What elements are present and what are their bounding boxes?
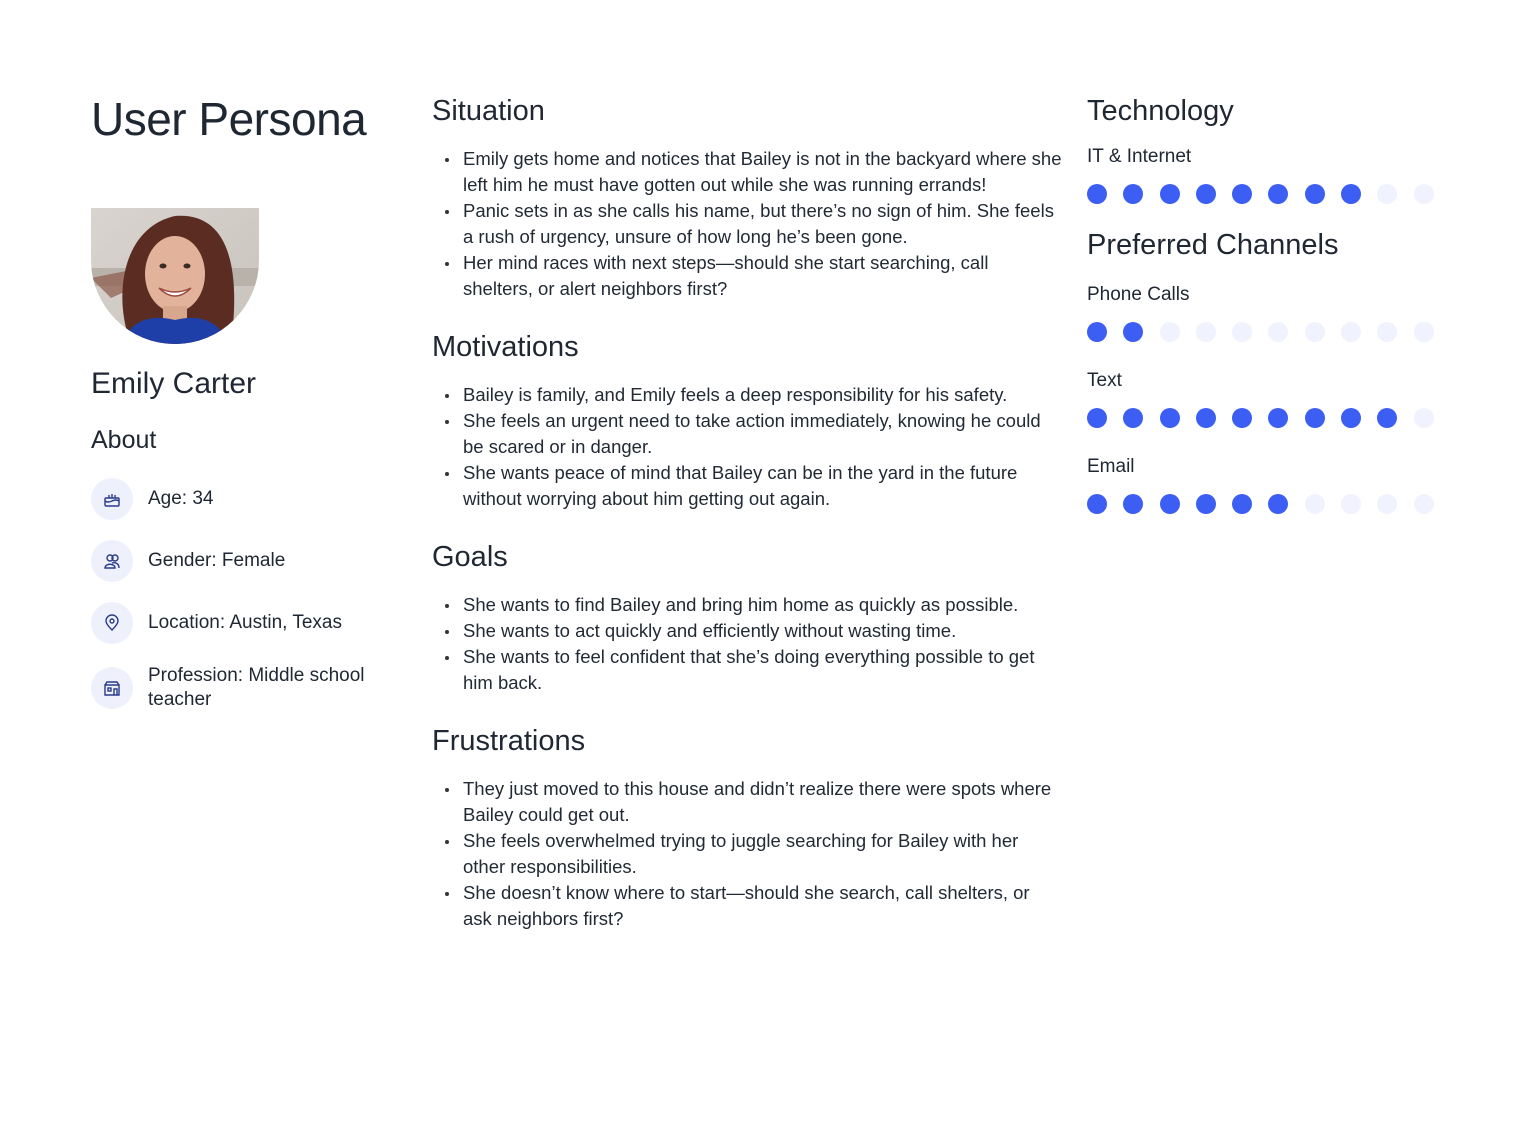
section-goals: [432, 538, 1062, 696]
list-item: She wants to find Bailey and bring him home as quickly as possible.: [463, 592, 1062, 618]
list-item: Panic sets in as she calls his name, but there’s no sign of him. She feels a rush of urgency, unsure of how long he’s been gone.: [463, 198, 1062, 250]
rating-dot-filled: [1305, 408, 1325, 428]
about-age-text: Age: 34: [148, 488, 214, 509]
rating-dots: [1087, 184, 1447, 204]
section-title: Motivations: [432, 331, 579, 363]
section-motivations: [432, 328, 1062, 512]
rating-dot-empty: [1160, 322, 1180, 342]
rating-dots: [1087, 408, 1447, 428]
rating-dot-filled: [1123, 494, 1143, 514]
list-item: Bailey is family, and Emily feels a deep responsibility for his safety.: [463, 382, 1062, 408]
rating-dot-empty: [1305, 322, 1325, 342]
rating-dot-empty: [1341, 494, 1361, 514]
rating-dot-filled: [1123, 184, 1143, 204]
rating-label: Phone Calls: [1087, 284, 1190, 305]
channels-heading: Preferred Channels: [1087, 229, 1339, 261]
rating-dot-empty: [1268, 322, 1288, 342]
rating-it-internet: [1087, 144, 1447, 204]
list-item: She wants to act quickly and efficiently without wasting time.: [463, 618, 1062, 644]
rating-dot-filled: [1087, 494, 1107, 514]
about-profession: [91, 664, 411, 712]
section-situation: [432, 92, 1062, 302]
rating-dot-filled: [1123, 408, 1143, 428]
school-building-icon: [91, 667, 133, 709]
rating-dot-filled: [1268, 184, 1288, 204]
rating-dot-filled: [1123, 322, 1143, 342]
rating-dot-empty: [1377, 322, 1397, 342]
rating-dot-empty: [1377, 494, 1397, 514]
about-location: [91, 602, 411, 644]
rating-dot-filled: [1087, 184, 1107, 204]
bullet-list: [432, 592, 1062, 696]
section-title: Goals: [432, 541, 508, 573]
page-title: User Persona: [91, 93, 367, 145]
about-location-text: Location: Austin, Texas: [148, 612, 342, 633]
rating-dot-filled: [1268, 494, 1288, 514]
about-gender: [91, 540, 411, 582]
list-item: They just moved to this house and didn’t realize there were spots where Bailey could get out.: [463, 776, 1062, 828]
rating-dot-filled: [1341, 184, 1361, 204]
cake-icon: [91, 478, 133, 520]
rating-dot-filled: [1341, 408, 1361, 428]
rating-dot-empty: [1414, 408, 1434, 428]
list-item: She feels an urgent need to take action immediately, knowing he could be scared or in danger.: [463, 408, 1062, 460]
rating-phone-calls: [1087, 282, 1447, 342]
rating-dot-filled: [1196, 408, 1216, 428]
rating-dot-filled: [1196, 494, 1216, 514]
rating-dot-filled: [1196, 184, 1216, 204]
rating-dot-empty: [1414, 184, 1434, 204]
rating-dot-filled: [1232, 494, 1252, 514]
list-item: Her mind races with next steps—should she start searching, call shelters, or alert neighbors first?: [463, 250, 1062, 302]
rating-label: Email: [1087, 456, 1135, 477]
rating-label: Text: [1087, 370, 1122, 391]
about-age: [91, 478, 411, 520]
bullet-list: [432, 146, 1062, 302]
section-title: Frustrations: [432, 725, 586, 757]
list-item: She wants to feel confident that she’s doing everything possible to get him back.: [463, 644, 1062, 696]
about-list: [91, 478, 411, 732]
rating-dots: [1087, 494, 1447, 514]
about-heading: About: [91, 426, 157, 454]
technology-heading: Technology: [1087, 95, 1234, 127]
rating-label: IT & Internet: [1087, 146, 1192, 167]
rating-dot-filled: [1232, 184, 1252, 204]
rating-text: [1087, 368, 1447, 428]
rating-dot-filled: [1087, 322, 1107, 342]
about-gender-text: Gender: Female: [148, 550, 286, 571]
people-icon: [91, 540, 133, 582]
details-column: [432, 92, 1062, 958]
rating-dot-empty: [1414, 494, 1434, 514]
persona-name: Emily Carter: [91, 367, 257, 400]
rating-dot-empty: [1232, 322, 1252, 342]
section-title: Situation: [432, 95, 545, 127]
list-item: She feels overwhelmed trying to juggle searching for Bailey with her other responsibilities.: [463, 828, 1062, 880]
list-item: Emily gets home and notices that Bailey is not in the backyard where she left him he must have gotten out while she was running errands!: [463, 146, 1062, 198]
rating-dot-filled: [1160, 184, 1180, 204]
rating-dot-filled: [1232, 408, 1252, 428]
location-pin-icon: [91, 602, 133, 644]
rating-dot-empty: [1341, 322, 1361, 342]
rating-dots: [1087, 322, 1447, 342]
bullet-list: [432, 382, 1062, 512]
about-profession-text: Profession: Middle school teacher: [148, 665, 365, 710]
rating-dot-filled: [1305, 184, 1325, 204]
rating-dot-filled: [1087, 408, 1107, 428]
list-item: She doesn’t know where to start—should she search, call shelters, or ask neighbors first?: [463, 880, 1062, 932]
ratings-column: [1087, 92, 1447, 540]
rating-dot-filled: [1268, 408, 1288, 428]
rating-dot-filled: [1160, 494, 1180, 514]
rating-dot-filled: [1160, 408, 1180, 428]
rating-dot-empty: [1377, 184, 1397, 204]
rating-dot-empty: [1196, 322, 1216, 342]
rating-dot-filled: [1377, 408, 1397, 428]
rating-dot-empty: [1414, 322, 1434, 342]
rating-dot-empty: [1305, 494, 1325, 514]
avatar: [91, 208, 259, 344]
profile-column: [91, 90, 411, 710]
list-item: She wants peace of mind that Bailey can be in the yard in the future without worrying about him getting out again.: [463, 460, 1062, 512]
bullet-list: [432, 776, 1062, 932]
rating-email: [1087, 454, 1447, 514]
section-frustrations: [432, 722, 1062, 932]
